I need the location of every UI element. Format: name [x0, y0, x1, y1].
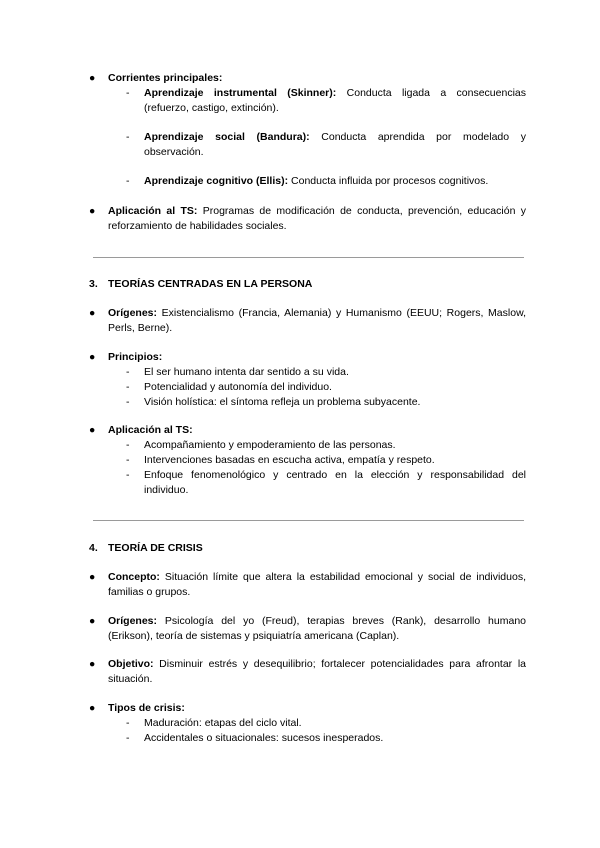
dash-icon: -: [126, 454, 130, 466]
item-text: Accidentales o situacionales: sucesos inesperados.: [144, 732, 384, 744]
item-text: Conducta ligada a consecuencias (refuerzo, castigo, extinción).: [144, 87, 526, 114]
objetivo-text: Disminuir estrés y desequilibrio; fortalecer potencialidades para afrontar la situación.: [108, 658, 526, 685]
dash-icon: -: [126, 717, 130, 729]
dash-icon: -: [126, 131, 130, 143]
bullet-icon: ●: [89, 424, 96, 436]
section-divider: [93, 257, 524, 258]
principios-list: [108, 365, 526, 410]
item-text: Enfoque fenomenológico y centrado en la elección y responsabilidad del individuo.: [144, 469, 526, 496]
item-text: El ser humano intenta dar sentido a su vida.: [144, 366, 349, 378]
bullet-icon: ●: [89, 205, 96, 217]
origenes-label: Orígenes:: [108, 307, 158, 319]
bullet-icon: ●: [89, 72, 96, 84]
section-number: 4.: [89, 542, 98, 554]
item-term: Aprendizaje instrumental (Skinner):: [144, 87, 337, 99]
bullet-icon: ●: [89, 702, 96, 714]
dash-icon: -: [126, 87, 130, 99]
list-item: [108, 731, 526, 746]
list-item: [108, 438, 526, 453]
concepto-label: Concepto:: [108, 571, 160, 583]
corrientes-list: [108, 86, 526, 189]
concepto-text: Situación límite que altera la estabilidad emocional y social de individuos, familias o grupos.: [108, 571, 526, 598]
aplicacion-list: [108, 438, 526, 498]
item-text: Visión holística: el síntoma refleja un problema subyacente.: [144, 396, 421, 408]
aplicacion-label: Aplicación al TS:: [108, 205, 198, 217]
bullet-icon: ●: [89, 351, 96, 363]
dash-icon: -: [126, 439, 130, 451]
dash-icon: -: [126, 396, 130, 408]
bullet-origenes-crisis: [89, 614, 526, 644]
bullet-principios: [89, 350, 526, 410]
aplicacion-label: Aplicación al TS:: [108, 424, 193, 436]
origenes-label: Orígenes:: [108, 615, 158, 627]
bullet-icon: ●: [89, 307, 96, 319]
corrientes-label: Corrientes principales:: [108, 72, 223, 84]
tipos-label: Tipos de crisis:: [108, 702, 185, 714]
origenes-text: Psicología del yo (Freud), terapias breves (Rank), desarrollo humano (Erikson), teoría de sistemas y psiquiatría americana (Caplan).: [108, 615, 526, 642]
item-term: Aprendizaje social (Bandura):: [144, 131, 310, 143]
item-text: Acompañamiento y empoderamiento de las personas.: [144, 439, 396, 451]
dash-icon: -: [126, 175, 130, 187]
origenes-text: Existencialismo (Francia, Alemania) y Humanismo (EEUU; Rogers, Maslow, Perls, Berne).: [108, 307, 526, 334]
list-item: [108, 86, 526, 116]
bullet-corrientes: [89, 71, 526, 189]
dash-icon: -: [126, 732, 130, 744]
section-heading-3: [89, 277, 312, 292]
item-text: Conducta influida por procesos cognitivos.: [291, 175, 489, 187]
item-text: Potencialidad y autonomía del individuo.: [144, 381, 332, 393]
bullet-objetivo: [89, 657, 526, 687]
item-text: Intervenciones basadas en escucha activa, empatía y respeto.: [144, 454, 435, 466]
list-item: [108, 365, 526, 380]
list-item: [108, 468, 526, 498]
dash-icon: -: [126, 366, 130, 378]
section-divider: [93, 520, 524, 521]
section-title: TEORÍA DE CRISIS: [108, 542, 203, 554]
bullet-icon: ●: [89, 571, 96, 583]
list-item: [108, 174, 526, 189]
item-term: Aprendizaje cognitivo (Ellis):: [144, 175, 289, 187]
principios-label: Principios:: [108, 351, 163, 363]
item-text: Maduración: etapas del ciclo vital.: [144, 717, 302, 729]
tipos-list: [108, 716, 526, 746]
bullet-aplicacion-conductual: [89, 204, 526, 234]
objetivo-label: Objetivo:: [108, 658, 154, 670]
bullet-icon: ●: [89, 615, 96, 627]
bullet-concepto: [89, 570, 526, 600]
bullet-origenes-persona: [89, 306, 526, 336]
bullet-icon: ●: [89, 658, 96, 670]
list-item: [108, 453, 526, 468]
list-item: [108, 395, 526, 410]
section-number: 3.: [89, 278, 98, 290]
section-heading-4: [89, 541, 203, 556]
bullet-tipos: [89, 701, 526, 746]
dash-icon: -: [126, 381, 130, 393]
section-title: TEORÍAS CENTRADAS EN LA PERSONA: [108, 278, 313, 290]
bullet-aplicacion-persona: [89, 423, 526, 498]
dash-icon: -: [126, 469, 130, 481]
list-item: [108, 130, 526, 160]
aplicacion-text: Programas de modificación de conducta, prevención, educación y reforzamiento de habilidades sociales.: [108, 205, 526, 232]
list-item: [108, 380, 526, 395]
item-text: Conducta aprendida por modelado y observación.: [144, 131, 526, 158]
list-item: [108, 716, 526, 731]
